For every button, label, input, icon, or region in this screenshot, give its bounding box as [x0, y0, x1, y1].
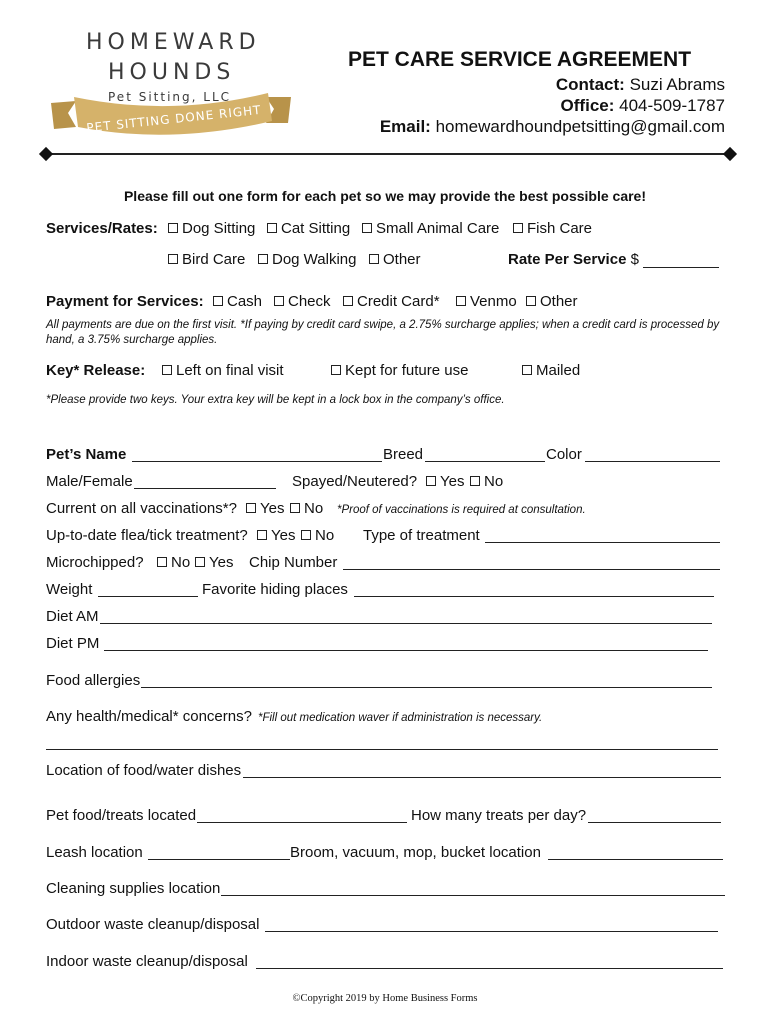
micro-yes[interactable] [195, 554, 233, 571]
intro-text: Please fill out one form for each pet so we may provide the best possible care! [123, 188, 647, 204]
checkbox[interactable] [168, 254, 178, 264]
spayed-no[interactable] [470, 473, 503, 490]
micro-label: Microchipped? [46, 554, 144, 571]
option-label: Yes [209, 554, 234, 571]
key-kept-future[interactable] [331, 362, 468, 379]
service-cat-sitting[interactable] [267, 220, 350, 237]
logo-ribbon-text: PET SITTING DONE RIGHT [85, 102, 263, 136]
weight-field[interactable] [98, 596, 198, 597]
option-label: No [484, 473, 504, 490]
food-location-label: Location of food/water dishes [46, 762, 242, 779]
vacc-note: *Proof of vaccinations is required at consultation. [337, 504, 586, 516]
chip-field[interactable] [343, 569, 720, 570]
service-other[interactable] [369, 251, 421, 268]
rate-per-service [508, 251, 639, 268]
payment-other[interactable] [526, 293, 578, 310]
payment-note: All payments are due on the first visit. *If paying by credit card swipe, a 2.75% surcharge applies; when a credit card is processed by hand, a 3.75% surcharge applies. [46, 319, 720, 346]
breed-field[interactable] [425, 461, 545, 462]
service-dog-walking[interactable] [258, 251, 356, 268]
office-value: 404-509-1787 [619, 96, 725, 115]
option-label: No [304, 500, 324, 517]
cleaning-label: Cleaning supplies location [46, 880, 221, 897]
option-label: Small Animal Care [376, 220, 500, 237]
hiding-label: Favorite hiding places [202, 581, 348, 598]
key-note: *Please provide two keys. Your extra key will be kept in a lock box in the company’s office. [46, 394, 505, 406]
option-label: Venmo [470, 293, 517, 310]
option-label: Other [383, 251, 421, 268]
logo-sub: Pet Sitting, LLC [108, 90, 232, 104]
header-divider [46, 153, 730, 155]
checkbox[interactable] [290, 503, 300, 513]
leash-field[interactable] [148, 859, 290, 860]
flea-label: Up-to-date flea/tick treatment? [46, 527, 248, 544]
broom-label: Broom, vacuum, mop, bucket location [290, 844, 541, 861]
hiding-field[interactable] [354, 596, 714, 597]
allergies-field[interactable] [141, 687, 712, 688]
checkbox[interactable] [369, 254, 379, 264]
payment-label: Payment for Services: [46, 293, 204, 310]
contact-line [556, 75, 725, 95]
food-location-field[interactable] [243, 777, 721, 778]
rate-field[interactable] [643, 267, 719, 268]
checkbox[interactable] [470, 476, 480, 486]
vacc-label: Current on all vaccinations*? [46, 500, 237, 517]
health-field[interactable] [46, 749, 718, 750]
page-title: PET CARE SERVICE AGREEMENT [348, 48, 692, 71]
checkbox[interactable] [362, 223, 372, 233]
treatment-field[interactable] [485, 542, 720, 543]
rate-symbol: $ [630, 251, 639, 268]
treats-per-day-field[interactable] [588, 822, 721, 823]
checkbox[interactable] [456, 296, 466, 306]
company-logo [46, 28, 306, 158]
spayed-label: Spayed/Neutered? [292, 473, 418, 490]
payment-check[interactable] [274, 293, 331, 310]
vacc-yes[interactable] [246, 500, 284, 517]
option-label: Left on final visit [176, 362, 284, 379]
checkbox[interactable] [157, 557, 167, 567]
health-label: Any health/medical* concerns? [46, 708, 252, 725]
color-field[interactable] [585, 461, 720, 462]
option-label: No [171, 554, 191, 571]
checkbox[interactable] [195, 557, 205, 567]
checkbox[interactable] [331, 365, 341, 375]
contact-label: Contact: [555, 75, 625, 94]
option-label: Fish Care [527, 220, 593, 237]
allergies-label: Food allergies [46, 672, 141, 689]
option-label: Yes [440, 473, 465, 490]
option-label: Other [540, 293, 578, 310]
health-note: *Fill out medication waver if administration is necessary. [258, 712, 543, 724]
checkbox[interactable] [267, 223, 277, 233]
service-dog-sitting[interactable] [168, 220, 255, 237]
option-label: Cash [227, 293, 263, 310]
office-label: Office: [560, 96, 615, 115]
treatment-label: Type of treatment [363, 527, 480, 544]
key-mailed[interactable] [522, 362, 580, 379]
outdoor-field[interactable] [265, 931, 718, 932]
option-label: Yes [271, 527, 296, 544]
rate-label: Rate Per Service [508, 251, 627, 268]
broom-field[interactable] [548, 859, 723, 860]
sex-label: Male/Female [46, 473, 133, 490]
email-line [380, 117, 725, 137]
checkbox[interactable] [246, 503, 256, 513]
option-label: Kept for future use [345, 362, 469, 379]
checkbox[interactable] [426, 476, 436, 486]
checkbox[interactable] [257, 530, 267, 540]
treats-located-field[interactable] [197, 822, 407, 823]
diet-pm-label: Diet PM [46, 635, 100, 652]
service-small-animal[interactable] [362, 220, 499, 237]
checkbox[interactable] [343, 296, 353, 306]
service-bird-care[interactable] [168, 251, 245, 268]
pet-name-label: Pet’s Name [46, 446, 127, 463]
checkbox[interactable] [522, 365, 532, 375]
checkbox[interactable] [168, 223, 178, 233]
spayed-yes[interactable] [426, 473, 464, 490]
flea-yes[interactable] [257, 527, 295, 544]
option-label: No [315, 527, 335, 544]
option-label: Check [288, 293, 331, 310]
checkbox[interactable] [258, 254, 268, 264]
weight-label: Weight [46, 581, 93, 598]
option-label: Dog Sitting [182, 220, 256, 237]
vacc-no[interactable] [290, 500, 323, 517]
option-label: Cat Sitting [281, 220, 351, 237]
key-left-final[interactable] [162, 362, 284, 379]
option-label: Dog Walking [272, 251, 357, 268]
diet-pm-field[interactable] [104, 650, 708, 651]
service-fish-care[interactable] [513, 220, 592, 237]
checkbox[interactable] [301, 530, 311, 540]
payment-venmo[interactable] [456, 293, 517, 310]
divider-diamond-right [723, 147, 737, 161]
chip-label: Chip Number [249, 554, 338, 571]
breed-label: Breed [383, 446, 424, 463]
option-label: Credit Card* [357, 293, 440, 310]
treats-located-label: Pet food/treats located [46, 807, 197, 824]
treats-per-day-label: How many treats per day? [411, 807, 587, 824]
option-label: Bird Care [182, 251, 246, 268]
checkbox[interactable] [526, 296, 536, 306]
contact-value: Suzi Abrams [629, 75, 725, 94]
copyright-footer: ©Copyright 2019 by Home Business Forms [292, 993, 478, 1004]
sex-field[interactable] [134, 488, 276, 489]
option-label: Mailed [536, 362, 581, 379]
indoor-label: Indoor waste cleanup/disposal [46, 953, 248, 970]
payment-cash[interactable] [213, 293, 262, 310]
flea-no[interactable] [301, 527, 334, 544]
leash-label: Leash location [46, 844, 143, 861]
checkbox[interactable] [162, 365, 172, 375]
office-line [561, 96, 725, 116]
diet-am-label: Diet AM [46, 608, 99, 625]
services-label: Services/Rates: [46, 220, 158, 237]
diet-am-field[interactable] [100, 623, 712, 624]
checkbox[interactable] [513, 223, 523, 233]
email-value[interactable]: homewardhoundpetsitting@gmail.com [435, 117, 725, 136]
cleaning-field[interactable] [221, 895, 725, 896]
option-label: Yes [260, 500, 285, 517]
indoor-field[interactable] [256, 968, 723, 969]
micro-no[interactable] [157, 554, 190, 571]
key-label: Key* Release: [46, 362, 146, 379]
logo-line2: HOUNDS [108, 60, 236, 85]
checkbox[interactable] [274, 296, 284, 306]
logo-line1: HOMEWARD [86, 30, 261, 55]
email-label: Email: [379, 117, 431, 136]
checkbox[interactable] [213, 296, 223, 306]
payment-credit-card[interactable] [343, 293, 440, 310]
outdoor-label: Outdoor waste cleanup/disposal [46, 916, 260, 933]
color-label: Color [546, 446, 582, 463]
pet-name-field[interactable] [132, 461, 382, 462]
